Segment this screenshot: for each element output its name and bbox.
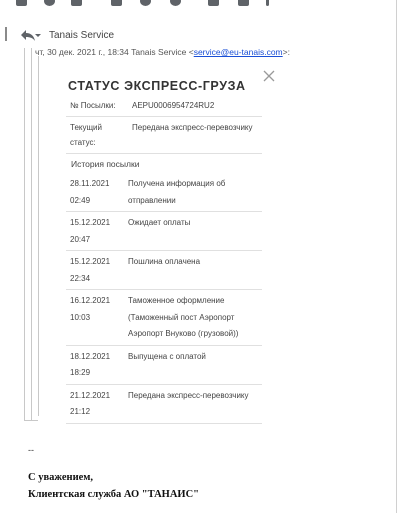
add-task-icon[interactable]: [170, 0, 181, 6]
history-event: Получена информация об отправлении: [124, 173, 262, 212]
table-row: [66, 384, 262, 423]
history-date: 15.12.2021 22:34: [66, 251, 124, 290]
current-status-label: Текущий статус:: [66, 117, 128, 154]
sender-email-link[interactable]: service@eu-tanais.com: [193, 47, 283, 57]
signature-line-2: Клиентская служба АО "ТАНАИС": [28, 489, 199, 500]
more-vert-icon[interactable]: [266, 0, 269, 6]
quote-bar: [31, 48, 32, 420]
history-event: Выпущена с оплатой: [124, 345, 262, 384]
table-row: [66, 117, 262, 154]
quote-bar: [38, 56, 39, 416]
chevron-down-icon[interactable]: [34, 28, 42, 42]
parcel-info-table: [66, 95, 262, 154]
quote-header: [35, 47, 290, 57]
parcel-number-value: AEPU0006954724RU2: [128, 95, 262, 117]
history-event: Пошлина оплачена: [124, 251, 262, 290]
history-table: [66, 173, 262, 424]
table-row: [66, 251, 262, 290]
current-status-value: Передана экспресс-перевозчику: [128, 117, 262, 154]
quote-header-suffix: >:: [282, 47, 290, 57]
table-row: [66, 212, 262, 251]
label-icon[interactable]: [238, 0, 249, 6]
history-date: 28.11.2021 02:49: [66, 173, 124, 212]
history-date: 16.12.2021 10:03: [66, 290, 124, 346]
snooze-icon[interactable]: [140, 0, 151, 6]
history-date: 21.12.2021 21:12: [66, 384, 124, 423]
table-row: [66, 95, 262, 117]
history-title: История посылки: [71, 159, 140, 169]
history-event: Передана экспресс-перевозчику: [124, 384, 262, 423]
right-border: [396, 0, 397, 513]
card-title: СТАТУС ЭКСПРЕСС-ГРУЗА: [68, 79, 246, 93]
close-icon[interactable]: [262, 69, 276, 83]
delete-icon[interactable]: [71, 0, 82, 6]
table-row: [66, 345, 262, 384]
history-date: 15.12.2021 20:47: [66, 212, 124, 251]
report-icon[interactable]: [44, 0, 55, 6]
mail-icon[interactable]: [111, 0, 122, 6]
table-row: [66, 290, 262, 346]
sender-name: Tanais Service: [49, 29, 115, 41]
toolbar: [0, 0, 400, 8]
history-event: Таможенное оформление (Таможенный пост Аэропорт Аэропорт Внуково (грузовой)): [124, 290, 262, 346]
quote-bar: [24, 48, 25, 420]
signature-dash: --: [28, 445, 34, 455]
history-date: 18.12.2021 18:29: [66, 345, 124, 384]
quote-header-prefix: чт, 30 дек. 2021 г., 18:34 Tanais Service <: [35, 47, 194, 57]
sender-row[interactable]: [20, 27, 114, 43]
archive-icon[interactable]: [16, 0, 27, 6]
signature-line-1: С уважением,: [28, 472, 94, 483]
left-rail: [0, 27, 7, 41]
parcel-number-label: № Посылки:: [66, 95, 128, 117]
history-event: Ожидает оплаты: [124, 212, 262, 251]
quote-bar-bottom: [24, 420, 38, 421]
table-row: [66, 173, 262, 212]
move-icon[interactable]: [208, 0, 219, 6]
